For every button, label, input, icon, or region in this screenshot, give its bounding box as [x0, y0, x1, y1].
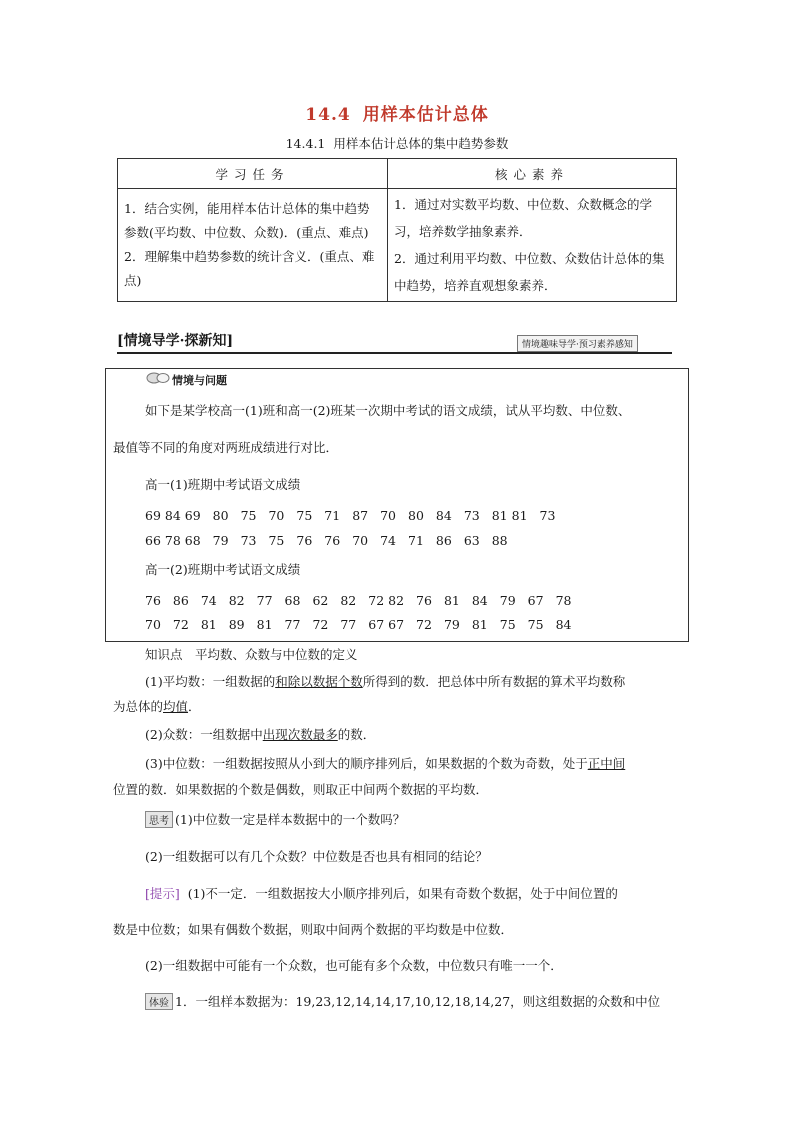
score: 77 [340, 617, 357, 632]
score: 70 [268, 508, 285, 523]
score: 71 [324, 508, 341, 523]
hint-answer-2: (2)一组数据中可能有一个众数，也可能有多个众数，中位数只有唯一一个． [145, 958, 563, 973]
class2-scores-row2 [145, 617, 583, 632]
underlined-term: 正中间 [587, 756, 626, 771]
score: 67 67 [368, 617, 405, 632]
score: 86 [172, 593, 189, 608]
score: 87 [352, 508, 369, 523]
practice-chip: 体验 [145, 993, 173, 1010]
definition-mode [145, 725, 375, 743]
title-number: 14.4 [305, 105, 351, 125]
underlined-term: 出现次数最多 [262, 727, 338, 742]
score: 73 [463, 508, 480, 523]
score: 75 [499, 617, 516, 632]
hint-answer-1a [145, 884, 618, 902]
underlined-term: 和除以数据个数 [275, 674, 363, 689]
score: 66 78 68 [145, 533, 201, 548]
question-bubble-icon [146, 372, 170, 384]
score: 63 [463, 533, 480, 548]
score: 81 [471, 617, 488, 632]
score: 76 [296, 533, 313, 548]
text: (3)中位数：一组数据按照从小到大的顺序排列后，如果数据的个数为奇数，处于 [145, 756, 588, 771]
score: 74 [380, 533, 397, 548]
score: 73 [539, 508, 556, 523]
text: (1)中位数一定是样本数据中的一个数吗？ [175, 812, 406, 827]
section-heading: [情境导学·探新知] [117, 333, 234, 349]
page-title [0, 100, 794, 125]
score: 72 [172, 617, 189, 632]
text: 所得到的数．把总体中所有数据的算术平均数称 [362, 674, 626, 689]
task-item: 2．理解集中趋势参数的统计含义．(重点、难点) [124, 249, 375, 288]
score: 70 [352, 533, 369, 548]
text: (2)众数：一组数据中 [145, 727, 263, 742]
score: 73 [240, 533, 257, 548]
subtitle-number: 14.4.1 [285, 136, 326, 151]
class1-scores-row1 [145, 508, 567, 523]
hint-answer-1b: 数是中位数；如果有偶数个数据，则取中间两个数据的平均数是中位数． [113, 922, 514, 937]
literacy-item: 1．通过对实数平均数、中位数、众数概念的学习，培养数学抽象素养． [394, 197, 652, 239]
think-chip: 思考 [145, 811, 173, 828]
score: 77 [256, 593, 273, 608]
score: 79 [212, 533, 229, 548]
score: 72 [416, 617, 432, 632]
text: 1．一组样本数据为：19,23,12,14,14,17,10,12,18,14,27，则这组数据的众数和中位 [175, 994, 661, 1009]
situation-intro-line2: 最值等不同的角度对两班成绩进行对比． [113, 440, 339, 455]
text: (1)平均数：一组数据的 [145, 674, 276, 689]
goals-header-literacy: 核心素养 [388, 159, 677, 189]
learning-goals-table [117, 158, 677, 302]
situation-label: 情境与问题 [172, 374, 227, 387]
score: 76 [416, 593, 432, 608]
score: 84 [471, 593, 488, 608]
definition-median-line1 [145, 754, 625, 772]
think-question-2: (2)一组数据可以有几个众数？中位数是否也具有相同的结论？ [145, 849, 488, 864]
score: 72 82 [368, 593, 405, 608]
score: 81 [443, 593, 460, 608]
score: 78 [555, 593, 572, 608]
page-subtitle [0, 134, 794, 152]
practice-question-1 [145, 992, 660, 1010]
score: 80 [212, 508, 229, 523]
definition-mean-line2 [113, 697, 201, 715]
goals-literacy-cell [388, 189, 677, 302]
score: 81 81 [491, 508, 528, 523]
situation-intro-line1: 如下是某学校高一(1)班和高一(2)班某一次期中考试的语文成绩，试从平均数、中位数、 [145, 403, 631, 418]
score: 84 [435, 508, 452, 523]
score: 75 [296, 508, 313, 523]
score: 77 [284, 617, 301, 632]
definition-mean-line1 [145, 672, 625, 690]
text: 为总体的 [113, 699, 164, 714]
definition-median-line2: 位置的数．如果数据的个数是偶数，则取正中间两个数据的平均数． [113, 782, 489, 797]
hint-label: [提示] [145, 886, 180, 901]
goals-header-tasks: 学习任务 [118, 159, 388, 189]
score: 82 [228, 593, 245, 608]
literacy-item: 2．通过利用平均数、中位数、众数估计总体的集中趋势，培养直观想象素养． [394, 251, 665, 293]
score: 62 [312, 593, 329, 608]
score: 81 [200, 617, 217, 632]
score: 75 [527, 617, 544, 632]
goals-tasks-cell [118, 189, 388, 302]
section-divider [117, 352, 672, 354]
title-text: 用样本估计总体 [362, 105, 489, 125]
score: 70 [380, 508, 397, 523]
score: 80 [408, 508, 424, 523]
subtitle-text: 用样本估计总体的集中趋势参数 [333, 136, 509, 151]
score: 68 [284, 593, 301, 608]
knowledge-heading: 知识点 平均数、众数与中位数的定义 [145, 647, 358, 662]
task-item: 1．结合实例，能用样本估计总体的集中趋势参数(平均数、中位数、众数)．(重点、难点) [124, 201, 370, 240]
score: 81 [256, 617, 273, 632]
score: 70 [145, 617, 161, 632]
text: (1)不一定．一组数据按大小顺序排列后，如果有奇数个数据，处于中间位置的 [187, 886, 618, 901]
class1-title: 高一(1)班期中考试语文成绩 [145, 477, 301, 492]
score: 79 [443, 617, 460, 632]
score: 76 [324, 533, 341, 548]
score: 75 [268, 533, 285, 548]
score: 69 84 69 [145, 508, 201, 523]
score: 75 [240, 508, 257, 523]
score: 88 [491, 533, 508, 548]
class2-title: 高一(2)班期中考试语文成绩 [145, 562, 301, 577]
section-tag: 情境趣味导学·预习素养感知 [517, 335, 638, 352]
text: ． [188, 699, 201, 714]
score: 74 [200, 593, 217, 608]
text: 的数． [337, 727, 376, 742]
score: 84 [555, 617, 572, 632]
score: 67 [527, 593, 544, 608]
score: 89 [228, 617, 245, 632]
score: 72 [312, 617, 329, 632]
score: 86 [435, 533, 452, 548]
class2-scores-row1 [145, 593, 583, 608]
underlined-term: 均值 [163, 699, 189, 714]
score: 79 [499, 593, 516, 608]
score: 82 [340, 593, 357, 608]
think-question-1 [145, 810, 405, 828]
score: 71 [408, 533, 424, 548]
score: 76 [145, 593, 161, 608]
class1-scores-row2 [145, 533, 520, 548]
